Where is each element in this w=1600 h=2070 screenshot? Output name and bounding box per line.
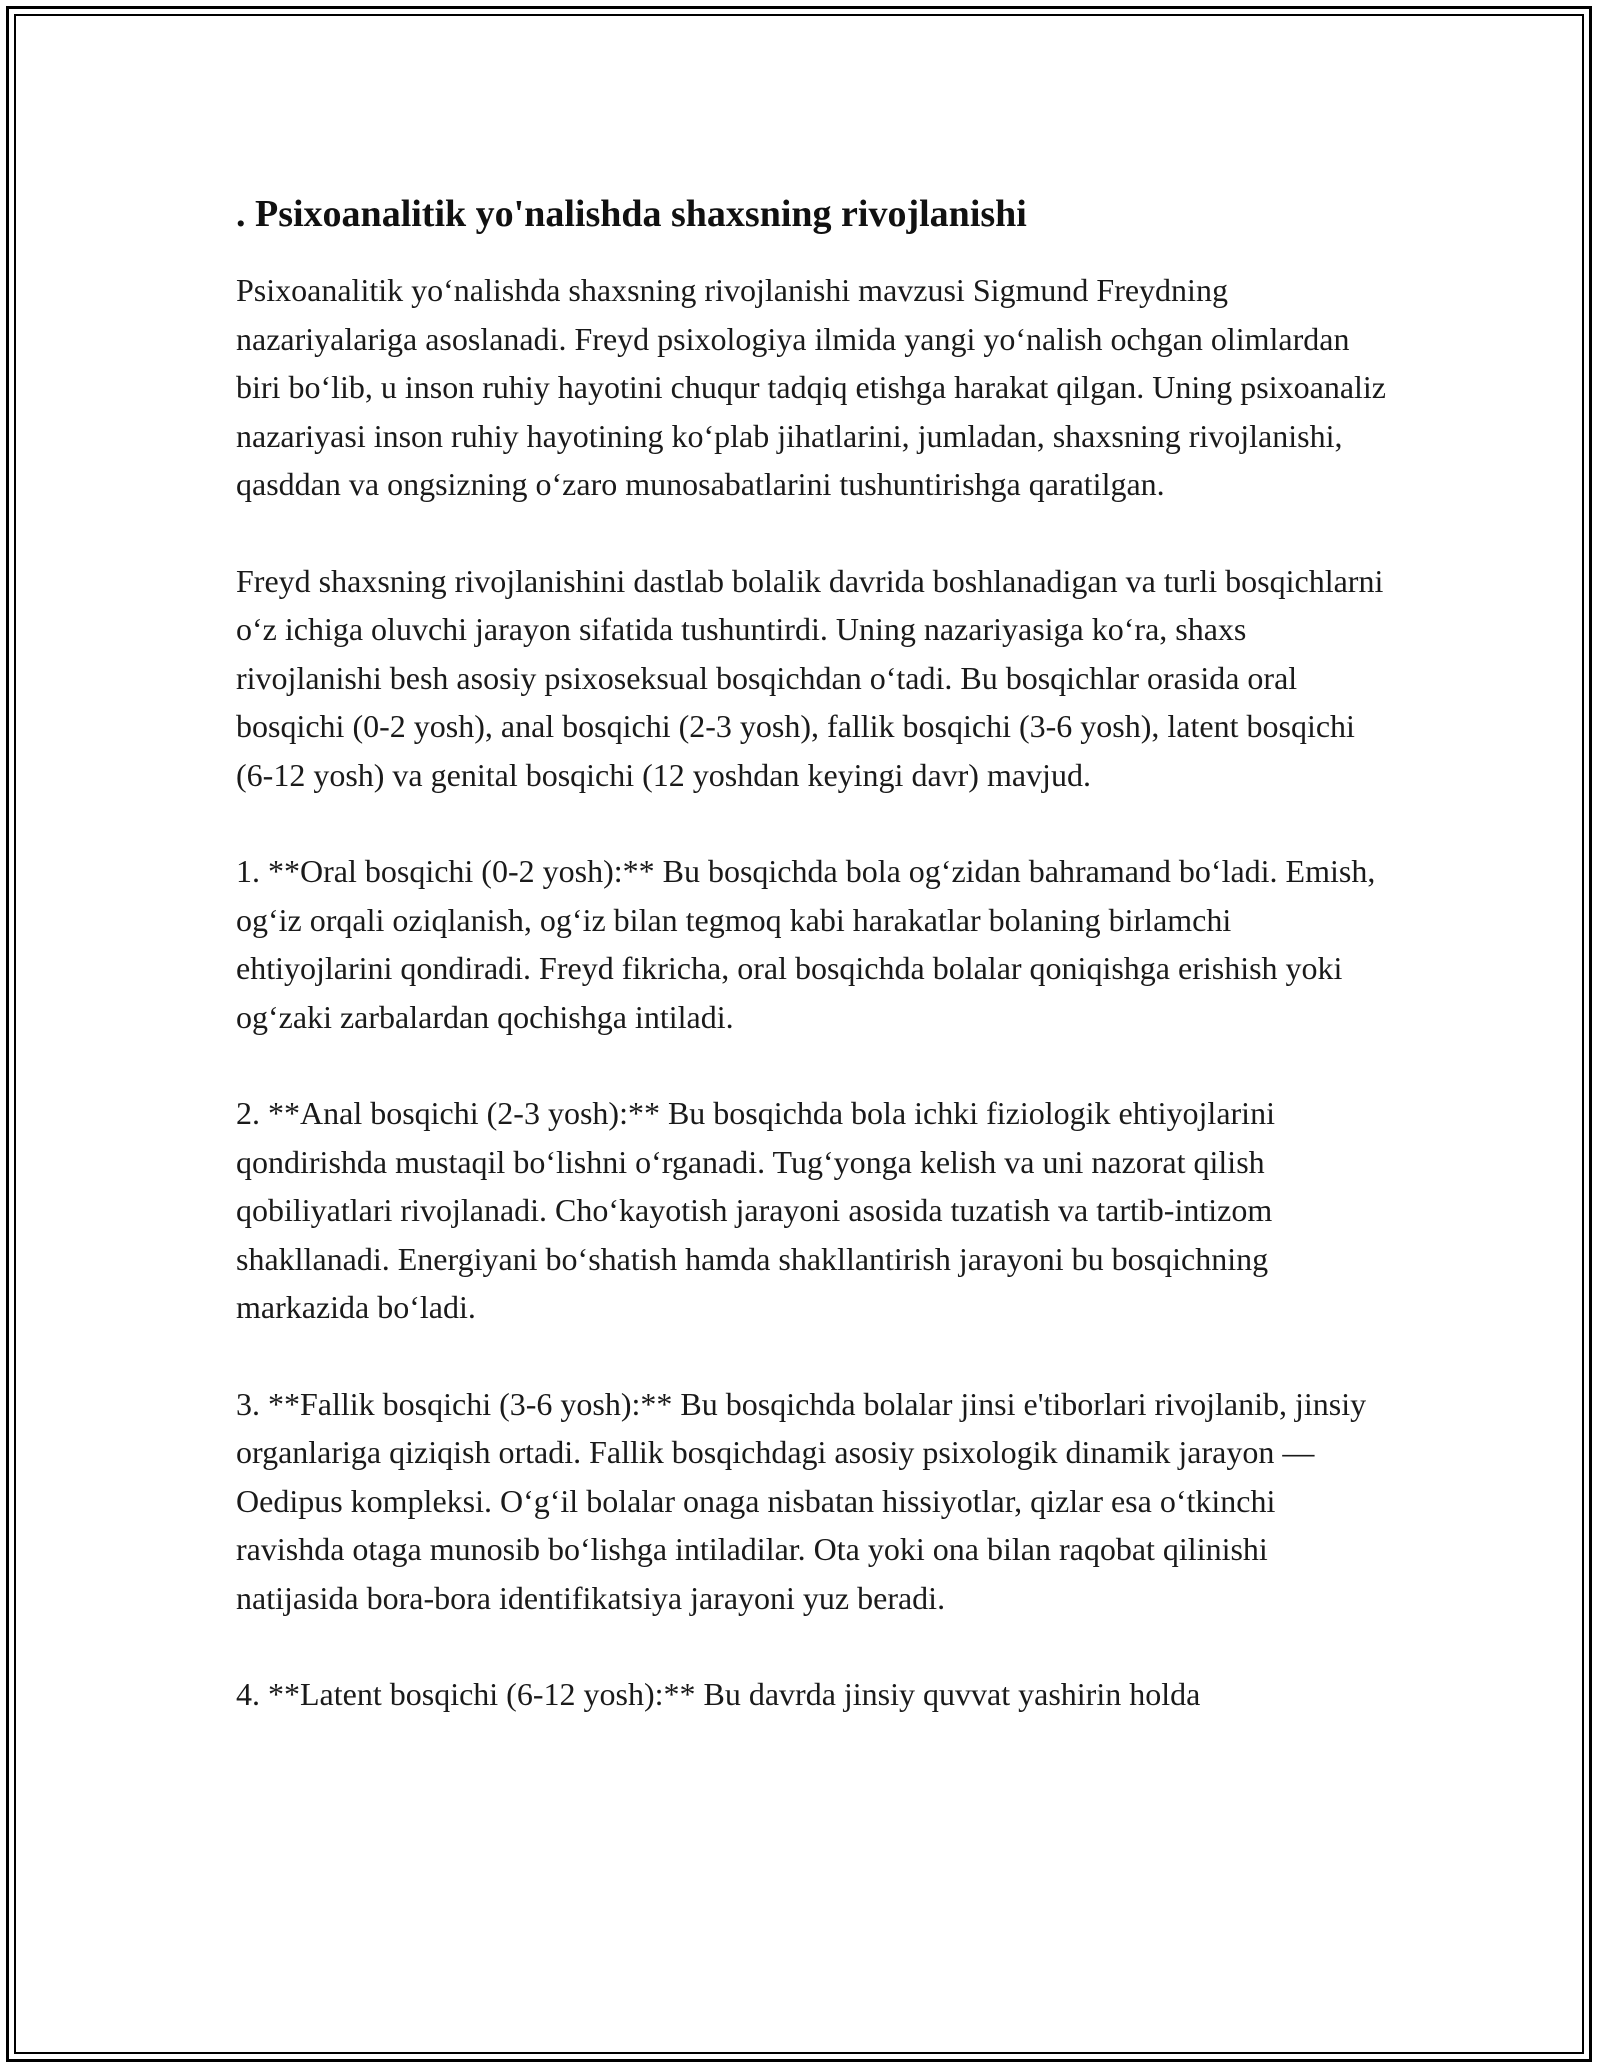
document-title: . Psixoanalitik yo'nalishda shaxsning rivojlanishi [236, 193, 1027, 235]
paragraph-oral-stage: 1. **Oral bosqichi (0-2 yosh):** Bu bosqichda bola og‘zidan bahramand bo‘ladi. Emish, og‘iz orqali oziqlanish, og‘iz bilan tegmoq kabi harakatlar bolaning birlamchi ehtiyojlarini qondiradi. Freyd fikricha, oral bosqichda bolalar qoniqishga erishish yoki og‘zaki zarbalardan qochishga intiladi. [236, 853, 1376, 1035]
paragraph-phallic-stage: 3. **Fallik bosqichi (3-6 yosh):** Bu bosqichda bolalar jinsi e'tiborlari rivojlanib, jinsiy organlariga qiziqish ortadi. Fallik bosqichdagi asosiy psixologik dinamik jarayon — Oedipus kompleksi. O‘g‘il bolalar onaga nisbatan hissiyotlar, qizlar esa o‘tkinchi ravishda otaga munosib bo‘lishga intiladilar. Ota yoki ona bilan raqobat qilinishi natijasida bora-bora identifikatsiya jarayoni yuz beradi. [236, 1385, 1367, 1616]
paragraph-intro: Psixoanalitik yo‘nalishda shaxsning rivojlanishi mavzusi Sigmund Freydning nazariyalariga asoslanadi. Freyd psixologiya ilmida yangi yo‘nalish ochgan olimlardan biri bo‘lib, u inson ruhiy hayotini chuqur tadqiq etishga harakat qilgan. Uning psixoanaliz nazariyasi inson ruhiy hayotining ko‘plab jihatlarini, jumladan, shaxsning rivojlanishi, qasddan va ongsizning o‘zaro munosabatlarini tushuntirishga qaratilgan. [236, 272, 1386, 502]
paragraph-latent-stage: 4. **Latent bosqichi (6-12 yosh):** Bu davrda jinsiy quvvat yashirin holda [236, 1676, 1201, 1712]
document-body [236, 186, 1386, 1767]
paragraph-anal-stage: 2. **Anal bosqichi (2-3 yosh):** Bu bosqichda bola ichki fiziologik ehtiyojlarini qondirishda mustaqil bo‘lishni o‘rganadi. Tug‘yonga kelish va uni nazorat qilish qobiliyatlari rivojlanadi. Cho‘kayotish jarayoni asosida tuzatish va tartib-intizom shakllanadi. Energiyani bo‘shatish hamda shakllantirish jarayoni bu bosqichning markazida bo‘ladi. [236, 1095, 1275, 1325]
paragraph-stages-overview: Freyd shaxsning rivojlanishini dastlab bolalik davrida boshlanadigan va turli bosqichlarni o‘z ichiga oluvchi jarayon sifatida tushuntirdi. Uning nazariyasiga ko‘ra, shaxs rivojlanishi besh asosiy psixoseksual bosqichdan o‘tadi. Bu bosqichlar orasida oral bosqichi (0-2 yosh), anal bosqichi (2-3 yosh), fallik bosqichi (3-6 yosh), latent bosqichi (6-12 yosh) va genital bosqichi (12 yoshdan keyingi davr) mavjud. [236, 562, 1384, 793]
